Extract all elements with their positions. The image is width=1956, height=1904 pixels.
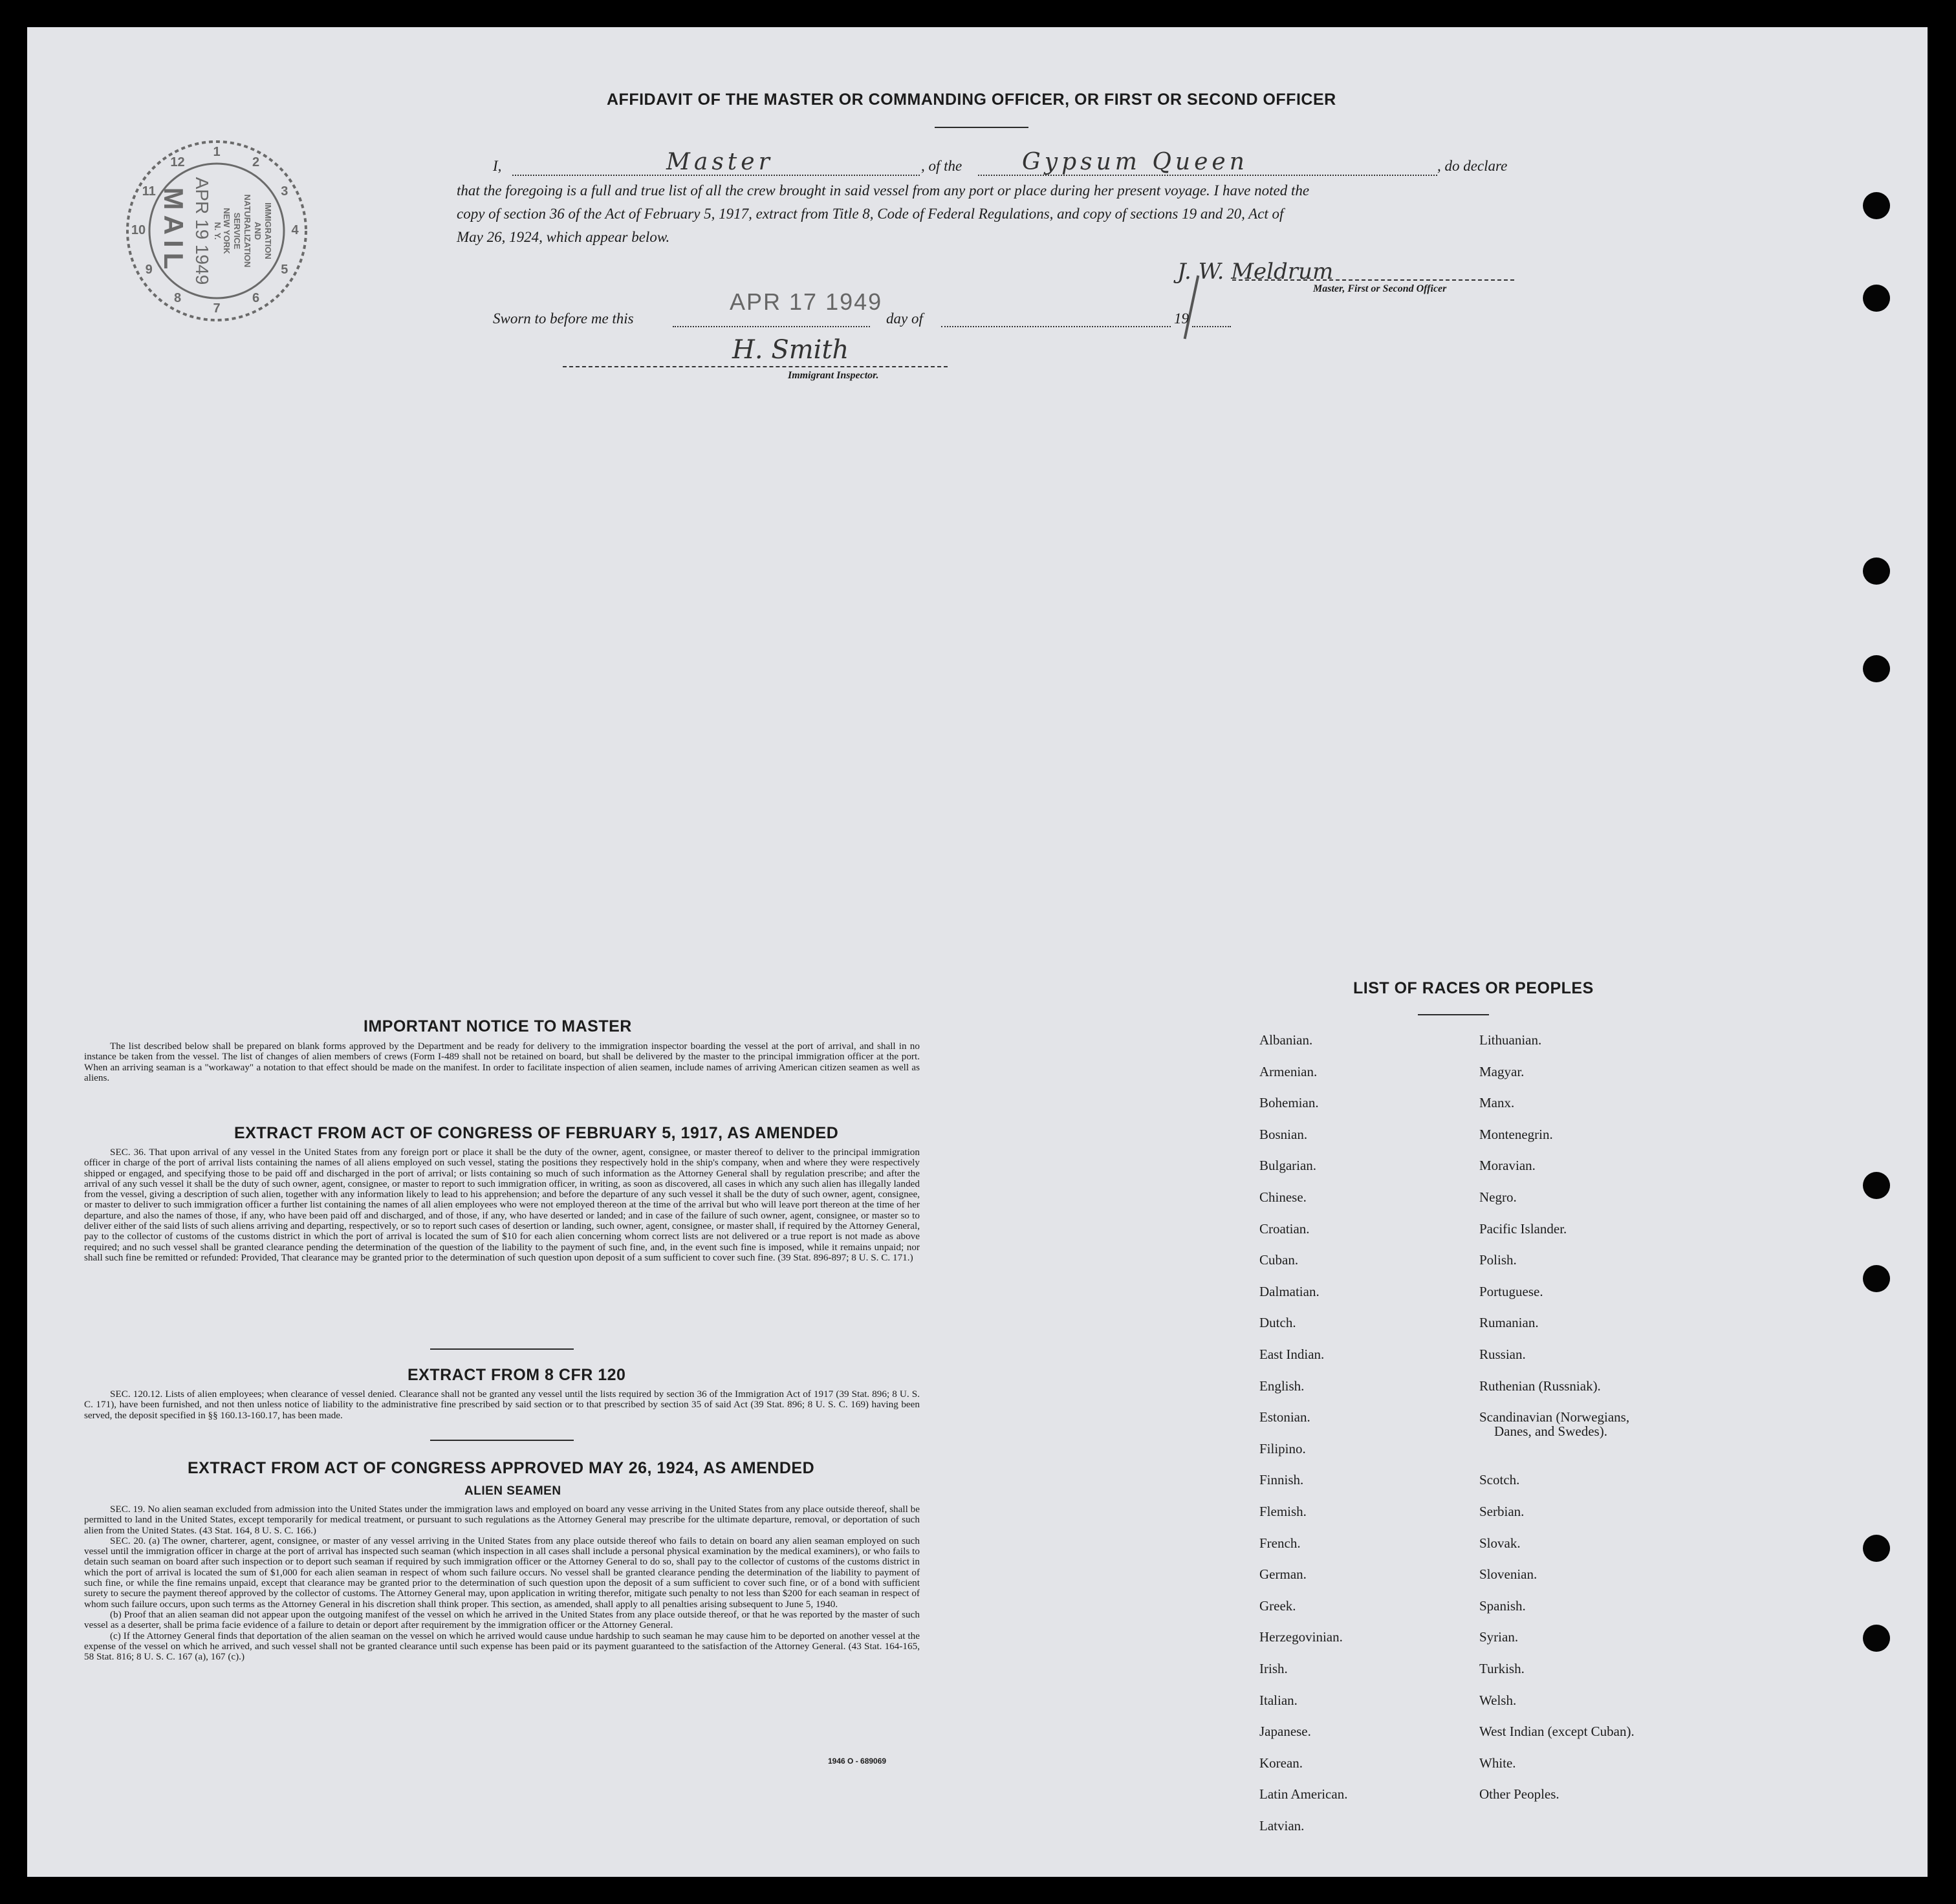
race-item: English.	[1259, 1378, 1305, 1394]
race-item: Magyar.	[1479, 1063, 1525, 1079]
print-code: 1946 O - 689069	[828, 1757, 887, 1766]
races-title: LIST OF RACES OR PEOPLES	[1353, 979, 1594, 997]
extract-1917-title: EXTRACT FROM ACT OF CONGRESS OF FEBRUARY 5, 1917, AS AMENDED	[234, 1124, 839, 1142]
binder-hole	[1863, 557, 1890, 585]
race-item: Portuguese.	[1479, 1283, 1543, 1299]
race-item: West Indian (except Cuban).	[1479, 1724, 1635, 1740]
mail-stamp-line1: IMMIGRATION	[263, 202, 273, 259]
extract-cfr-title: EXTRACT FROM 8 CFR 120	[408, 1366, 626, 1384]
sworn-date-stamp: APR 17 1949	[730, 288, 883, 315]
race-item: Negro.	[1479, 1189, 1517, 1205]
race-item: Slovenian.	[1479, 1566, 1538, 1583]
race-item: Bohemian.	[1259, 1095, 1319, 1111]
extract-1924-title: EXTRACT FROM ACT OF CONGRESS APPROVED MAY 26, 1924, AS AMENDED	[188, 1459, 815, 1477]
section-rule	[430, 1440, 574, 1441]
race-item: Manx.	[1479, 1095, 1515, 1111]
race-item: Russian.	[1479, 1347, 1526, 1362]
mail-stamp-line4: SERVICE	[232, 212, 242, 250]
race-item: Bulgarian.	[1259, 1158, 1317, 1174]
race-item: Armenian.	[1259, 1063, 1318, 1079]
race-item: Montenegrin.	[1479, 1126, 1553, 1142]
year-prefix: 19	[1174, 310, 1189, 327]
race-item: Dutch.	[1259, 1315, 1296, 1331]
of-the-label: , of the	[921, 158, 962, 174]
mail-stamp-line3: NATURALIZATION	[243, 194, 252, 268]
officer-signature-line	[1232, 279, 1514, 281]
race-item: Croatian.	[1259, 1220, 1310, 1237]
binder-hole	[1863, 1172, 1890, 1199]
race-item: Japanese.	[1259, 1724, 1311, 1740]
mail-stamp-line6: N. Y.	[213, 222, 223, 240]
extract-1917-paragraph: SEC. 36. That upon arrival of any vessel in the United States from any foreign port or place it shall be the duty of the owner, agent, consignee, or master thereof to deliver to the principal immigration officer in charge of the port of arrival lists containing the names of all aliens employed on such vessel, stating the positions they respectively hold in the ship's company, when and where they were respectively shipped or engaged, and specifying those to be paid off and discharged in the port of arrival; or lists containing so much of such information as the Attorney General shall by regulation prescribe; and after the arrival of any such vessel it shall be the duty of such owner, agent, consignee, or master to report to such immigration officer, in writing, as soon as discovered, all cases in which any such alien has illegally landed from the vessel, giving a description of such alien, together with any information likely to lead to his apprehension; and before the departure of any such vessel it shall be the duty of such owner, agent, consignee, or master to deliver to such immigration officer a further list containing the names of all alien employees who were not employed thereon at the time of the arrival but who will leave port thereon at the time of her departure, and also the names of those, if any, who have been paid off and discharged, and of those, if any, who have deserted or landed; and in case of the failure of such owner, agent, consignee, or master so to deliver either of the said lists of such aliens arriving and departing, respectively, or so to report such cases of desertion or landing, such owner, agent, consignee, or master shall, if required by the Attorney General, pay to the collector of customs of the customs district in which the port of arrival is located the sum of $10 for each alien concerning whom correct lists are not delivered or a true report is not made as above required; and no such vessel shall be granted clearance pending the determination of the question of the liability to the payment of such fine, and, in the event such fine is imposed, while it remains unpaid; nor shall such fine be remitted or refunded: Provided, That clearance may be granted prior to the determination of such question upon deposit of a sum sufficient to cover such fine. (39 Stat. 896-897; 8 U. S. C. 171.)	[84, 1147, 920, 1263]
race-item: Bosnian.	[1259, 1126, 1308, 1142]
affidavit-line-3: copy of section 36 of the Act of February 5, 1917, extract from Title 8, Code of Federal Regulations, and copy of sections 19 and 20, Act of	[457, 206, 1284, 222]
race-item: Irish.	[1259, 1661, 1288, 1676]
race-item: Spanish.	[1479, 1597, 1526, 1614]
sworn-label: Sworn to before me this	[493, 310, 634, 327]
race-item: Latvian.	[1259, 1818, 1305, 1834]
race-item: Rumanian.	[1479, 1315, 1539, 1331]
race-item: East Indian.	[1259, 1347, 1325, 1362]
officer-caption: Master, First or Second Officer	[1313, 283, 1447, 294]
binder-hole	[1863, 1265, 1890, 1292]
month-dotted-line	[941, 326, 1171, 327]
race-item: Greek.	[1259, 1597, 1296, 1614]
notice-body	[84, 1041, 920, 1083]
race-item: Cuban.	[1259, 1252, 1299, 1268]
section-rule	[430, 1348, 574, 1350]
race-item: German.	[1259, 1566, 1307, 1583]
inspector-caption: Immigrant Inspector.	[788, 370, 879, 381]
mail-stamp-dial-number: 2	[252, 155, 260, 170]
mail-stamp-dial-number: 12	[170, 155, 185, 170]
mail-stamp-dial-number: 8	[173, 290, 182, 305]
race-item: Turkish.	[1479, 1661, 1525, 1676]
officer-signature: J. W. Meldrum	[1177, 259, 1334, 285]
extract-1924-subtitle: ALIEN SEAMEN	[464, 1484, 561, 1498]
extract-cfr-body	[84, 1389, 920, 1421]
mail-stamp-dial-number: 6	[252, 290, 260, 305]
race-item: White.	[1479, 1755, 1516, 1771]
mail-stamp-dial-number: 10	[131, 223, 146, 237]
race-item: Polish.	[1479, 1252, 1517, 1268]
binder-hole	[1863, 285, 1890, 312]
race-item: Serbian.	[1479, 1504, 1525, 1519]
mail-stamp-line5: NEW YORK	[222, 208, 232, 254]
mail-stamp-date: APR 19 1949	[192, 177, 212, 285]
mail-stamp-dial-number: 7	[213, 301, 221, 316]
race-item: Estonian.	[1259, 1409, 1310, 1425]
sworn-dotted-line	[673, 326, 870, 327]
race-item: Dalmatian.	[1259, 1283, 1320, 1299]
inspector-signature: H. Smith	[732, 335, 849, 365]
race-item: Slovak.	[1479, 1535, 1521, 1551]
declarant-name-handwritten: Master	[666, 149, 774, 175]
affidavit-line-4: May 26, 1924, which appear below.	[457, 229, 670, 245]
races-title-rule	[1418, 1014, 1489, 1015]
race-item: Moravian.	[1479, 1158, 1536, 1174]
race-item: Herzegovinian.	[1259, 1629, 1343, 1645]
day-of-label: day of	[886, 310, 923, 327]
do-declare-label: , do declare	[1437, 158, 1508, 174]
title-rule	[935, 127, 1028, 128]
mail-stamp-dial-number: 11	[142, 184, 156, 199]
race-item: Pacific Islander.	[1479, 1220, 1567, 1237]
notice-paragraph: The list described below shall be prepared on blank forms approved by the Department and be ready for delivery to the immigration inspector boarding the vessel at the port of arrival, and shall in no instance be taken from the vessel. The list of changes of alien members of crews (Form I-489 shall not be retained on board, but shall be delivered by the master to the principal immigration officer at the port. When an arriving seaman is a "workaway" a notation to that effect should be made on the manifest. In order to facilitate inspection of alien seamen, include names of arriving American citizen seamen as well as aliens.	[84, 1041, 920, 1083]
race-item: Danes, and Swedes).	[1494, 1423, 1607, 1440]
affidavit-line-2: that the foregoing is a full and true list of all the crew brought in said vessel from any port or place during her present voyage. I have noted the	[457, 182, 1310, 199]
extract-1917-body	[84, 1147, 920, 1263]
race-item: Syrian.	[1479, 1629, 1519, 1645]
race-item: Welsh.	[1479, 1692, 1517, 1708]
mail-stamp-dial-number: 5	[281, 262, 288, 277]
race-item: Italian.	[1259, 1692, 1298, 1708]
year-dotted-line	[1192, 326, 1231, 327]
sec-19-paragraph: SEC. 19. No alien seaman excluded from admission into the United States under the immigration laws and employed on board any vesse arriving in the United States from any place outside thereof, shall be permitted to land in the United States, except temporarily for medical treatment, or pursuant to such regulations as the Attorney General may prescribe for the ultimate departure, removal, or deportation of such alien from the United States. (43 Stat. 164, 8 U. S. C. 166.)	[84, 1504, 920, 1536]
binder-hole	[1863, 1535, 1890, 1562]
sec-20b-paragraph: (b) Proof that an alien seaman did not appear upon the outgoing manifest of the vessel on which he arrived in the United States from any place outside thereof, or that he was reported by the master of such vessel as a deserter, shall be prima facie evidence of a failure to detain or deport after requirement by the immigration officer or the Attorney General.	[84, 1608, 920, 1631]
race-item: Chinese.	[1259, 1189, 1307, 1205]
race-item: Finnish.	[1259, 1472, 1304, 1488]
race-item: Filipino.	[1259, 1440, 1306, 1456]
race-item: Other Peoples.	[1479, 1786, 1559, 1802]
mail-stamp-line2: AND	[253, 221, 263, 241]
race-item: Albanian.	[1259, 1032, 1313, 1048]
declarant-prefix: I,	[493, 158, 502, 174]
race-item: Flemish.	[1259, 1504, 1307, 1519]
race-item: Lithuanian.	[1479, 1032, 1542, 1048]
mail-stamp-dial-number: 3	[281, 184, 288, 199]
race-item: Korean.	[1259, 1755, 1303, 1771]
race-item: Latin American.	[1259, 1786, 1348, 1802]
notice-title: IMPORTANT NOTICE TO MASTER	[364, 1017, 632, 1035]
inspector-signature-line	[563, 366, 948, 367]
race-item: Scandinavian (Norwegians,	[1479, 1409, 1630, 1425]
race-item: Ruthenian (Russniak).	[1479, 1378, 1601, 1394]
affidavit-title: AFFIDAVIT OF THE MASTER OR COMMANDING OFFICER, OR FIRST OR SECOND OFFICER	[607, 91, 1336, 109]
mail-stamp	[123, 137, 310, 325]
sec-20a-paragraph: SEC. 20. (a) The owner, charterer, agent, consignee, or master of any vessel arriving in the United States from any place outside thereof who fails to detain on board any alien seaman employed on such vessel until the immigration officer in charge at the port of arrival has inspected such seaman (which inspection in all cases shall include a personal physical examination by the medical examiners), or who fails to detain such seaman on board after such inspection or to deport such seaman if required by such immigration officer or the Attorney General to do so, shall pay to the collector of customs of the customs district in which the port of arrival is located the sum of $1,000 for each alien seaman in respect of whom such failure occurs. No vessel shall be granted clearance pending the determination of the liability to payment of such fine, or while the fine remains unpaid, except that clearance may be granted prior to the determination of such question upon the deposit of a sum sufficient to cover such fine, or of a bond with sufficient surety to secure the payment thereof approved by the collector of customs. The Attorney General may, upon application in writing therefor, mitigate such penalty to not less than $200 for each seaman in respect of whom such failure occurs, upon such terms as the Attorney General in his discretion shall think proper. This section, as amended, shall apply to all penalties arising subsequent to June 5, 1940.	[84, 1535, 920, 1610]
extract-1924-body	[84, 1504, 920, 1662]
binder-hole	[1863, 1625, 1890, 1652]
mail-stamp-dial-number: 1	[213, 145, 221, 159]
mail-stamp-word: MAIL	[158, 187, 189, 275]
mail-stamp-dial-number: 4	[291, 223, 299, 237]
race-item: Scotch.	[1479, 1472, 1520, 1488]
vessel-name-handwritten: Gypsum Queen	[1022, 149, 1248, 175]
mail-stamp-dial-number: 9	[145, 262, 153, 277]
binder-hole	[1863, 655, 1890, 682]
mail-stamp-text	[123, 137, 310, 325]
extract-cfr-paragraph: SEC. 120.12. Lists of alien employees; when clearance of vessel denied. Clearance shall not be granted any vessel until the lists required by section 36 of the Immigration Act of 1917 (39 Stat. 896; 8 U. S. C. 171), have been furnished, and not then unless notice of liability to the administrative fine prescribed by said section or to that prescribed by section 35 of said Act (39 Stat. 896; 8 U. S. C. 169) having been served, the deposit specified in §§ 160.13-160.17, has been made.	[84, 1389, 920, 1421]
race-item: French.	[1259, 1535, 1301, 1551]
binder-hole	[1863, 192, 1890, 219]
sec-20c-paragraph: (c) If the Attorney General finds that deportation of the alien seaman on the vessel on which he arrived would cause undue hardship to such seaman he may cause him to be deported on another vessel at the expense of the vessel on which he arrived, and such vessel shall not be granted clearance until such expense has been paid or its payment guaranteed to the satisfaction of the Attorney General. (43 Stat. 164-165, 58 Stat. 816; 8 U. S. C. 167 (a), 167 (c).)	[84, 1630, 920, 1663]
